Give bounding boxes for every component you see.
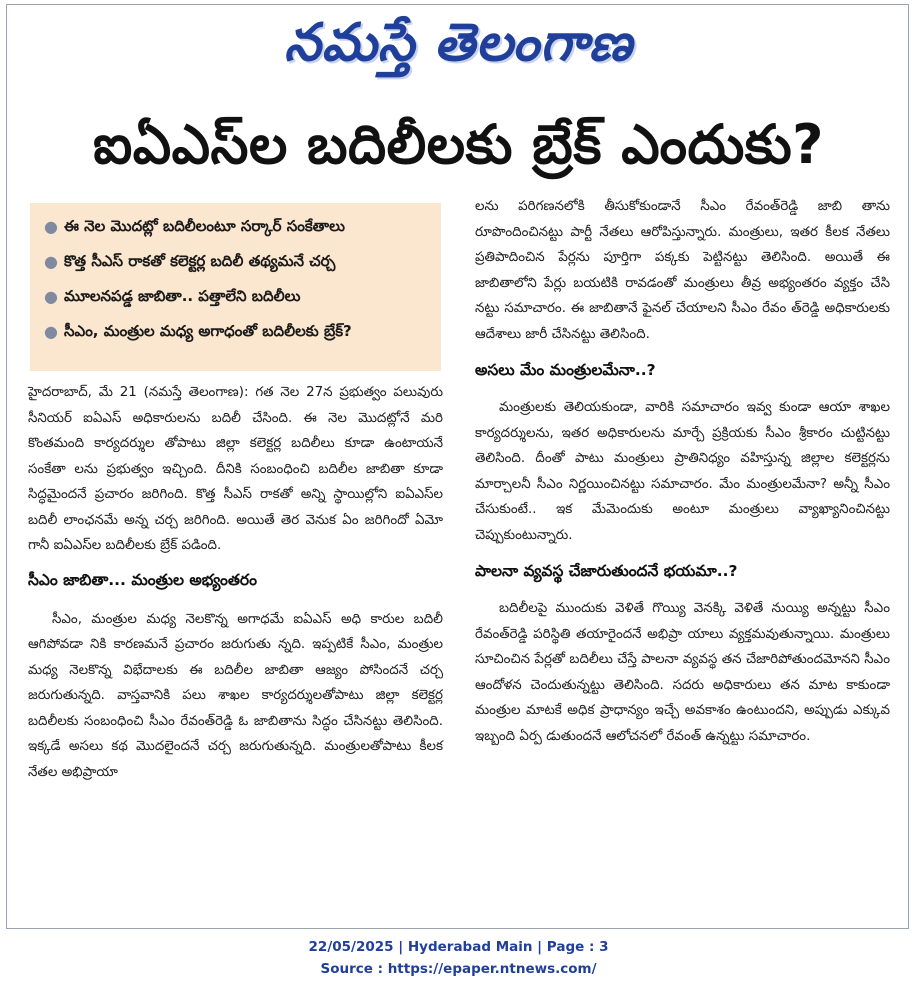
- highlight-text: మూలనపడ్డ జాబితా.. పత్తాలేని బదిలీలు: [64, 287, 301, 305]
- highlight-text: ఈ నెల మొదట్లో బదిలీలంటూ సర్కార్‌ సంకేతాలు: [64, 217, 345, 235]
- bullet-icon: ●: [44, 217, 58, 236]
- highlight-item: [44, 314, 431, 349]
- article-column-right: [475, 194, 890, 749]
- bullet-icon: ●: [44, 287, 58, 306]
- bullet-icon: ●: [44, 322, 58, 341]
- section-subheading: పాలనా వ్యవస్థ చేజారుతుందనే భయమా..?: [475, 562, 738, 580]
- page-footer: [0, 936, 917, 980]
- body-paragraph: సీఎం, మంత్రుల మధ్య నెలకొన్న అగాధమే ఐఏఎస్‌ అధి కారుల బదిలీ ఆగిపోవడా నికి కారణమనే ప్రచారం జరుగుతు న్నది. ఇప్పటికే సీఎం, మంత్రుల మధ్య నెలకొన్న విభేదాలకు ఈ బదిలీల జాబితా ఆజ్యం పోసిందనే చర్చ జరుగుతున్నది. వాస్తవానికి పలు శాఖల కార్యదర్శులతోపాటు జిల్లా కలెక్టర్ల బదిలీలకు సంబంధించి సీఎం రేవంత్‌రెడ్డి ఓ జాబితాను సిద్ధం చేసినట్టు తెలిసింది. ఇక్కడే అసలు కథ మొదలైందనే చర్చ జరుగుతున్నది. మంత్రులతోపాటు కీలక నేతల అభిప్రాయా: [28, 611, 443, 780]
- body-paragraph: హైదరాబాద్‌, మే 21 (నమస్తే తెలంగాణ): గత నెల 27న ప్రభుత్వం పలువురు సీనియర్‌ ఐఏఎస్‌ అధికారులను బదిలీ చేసింది. ఈ నెల మొదట్లోనే మరి కొంతమంది కార్యదర్శుల తోపాటు జిల్లా కలెక్టర్ల బదిలీలు కూడా ఉంటాయనే సంకేతా లను ప్రభుత్వం ఇచ్చింది. దీనికి సంబంధించి బదిలీల జాబితా కూడా సిద్ధమైందనే ప్రచారం జరిగింది. కొత్త సీఎస్‌ రాకతో అన్ని స్థాయిల్లోని ఐఏఎస్‌ల బదిలీ లాంఛనమే అన్న చర్చ జరిగింది. అయితే తెర వెనుక ఏం జరిగిందో ఏమో గానీ ఐఏఎస్‌ల బదిలీలకు బ్రేక్‌ పడింది.: [28, 385, 443, 553]
- highlight-item: [44, 244, 431, 279]
- body-paragraph: లను పరిగణనలోకి తీసుకోకుండానే సీఎం రేవంత్‌రెడ్డి జాబి తాను రూపొందించినట్టు పార్టీ నేతలు ఆరోపిస్తున్నారు. మంత్రులు, ఇతర కీలక నేతలు ప్రతిపాదించిన పేర్లను పూర్తిగా పక్కకు పెట్టినట్టు తెలిసింది. అయితే ఈ జాబితాలోని పేర్లు బయటికి రావడంతో మంత్రులు తీవ్ర అభ్యంతరం వ్యక్తం చేసి నట్టు సమాచారం. ఈ జాబితానే ఫైనల్‌ చేయాలని సీఎం రేవం త్‌రెడ్డి అధికారులకు ఆదేశాలు జారీ చేసినట్టు తెలిసింది.: [475, 199, 890, 342]
- highlight-text: కొత్త సీఎస్‌ రాకతో కలెక్టర్ల బదిలీ తథ్యమనే చర్చ: [64, 252, 336, 270]
- source-link[interactable]: Source : https://epaper.ntnews.com/: [320, 961, 597, 977]
- masthead-logo: నమస్తే తెలంగాణ: [284, 12, 633, 73]
- section-subheading: సీఎం జాబితా... మంత్రుల అభ్యంతరం: [28, 570, 257, 589]
- highlight-text: సీఎం, మంత్రుల మధ్య అగాధంతో బదిలీలకు బ్రేక్‌?: [64, 322, 352, 340]
- highlight-item: [44, 279, 431, 314]
- section-subheading: అసలు మేం మంత్రులమేనా..?: [475, 361, 656, 379]
- body-paragraph: బదిలీలపై ముందుకు వెళితే గొయ్యి వెనక్కి వెళితే నుయ్యి అన్నట్టు సీఎం రేవంత్‌రెడ్డి పరిస్థితి తయారైందనే అభిప్రా యాలు వ్యక్తమవుతున్నాయి. మంత్రులు సూచించిన పేర్లతో బదిలీలు చేస్తే పాలనా వ్యవస్థ తన చేజారిపోతుందమోనని సీఎం ఆందోళన చెందుతున్నట్టు తెలిసింది. సదరు అధికారులు తన మాట కాకుండా మంత్రుల మాటకే అధిక ప్రాధాన్యం ఇచ్చే అవకాశం ఉంటుందని, అప్పుడు ఎక్కువ ఇబ్బంది ఏర్ప డుతుందనే ఆలోచనలో రేవంత్‌ ఉన్నట్టు సమాచారం.: [475, 601, 890, 744]
- article-column-left: [28, 380, 443, 785]
- article-headline: ఐఏఎస్‌ల బదిలీలకు బ్రేక్‌ ఎందుకు?: [93, 113, 824, 176]
- highlights-list: [44, 209, 431, 349]
- edition-info: 22/05/2025 | Hyderabad Main | Page : 3: [308, 939, 609, 955]
- highlights-box: [30, 203, 441, 371]
- bullet-icon: ●: [44, 252, 58, 271]
- body-paragraph: మంత్రులకు తెలియకుండా, వారికి సమాచారం ఇవ్వ కుండా ఆయా శాఖల కార్యదర్శులను, ఇతర అధికారులను మార్చే ప్రక్రియకు సీఎం శ్రీకారం చుట్టినట్టు తెలిసింది. దీంతో పాటు మంత్రులు ప్రాతినిధ్యం వహిస్తున్న జిల్లాల కలెక్టర్లను మార్చాలనీ సీఎం నిర్ణయించినట్టు సమాచారం. మేం మంత్రులమేనా? అన్నీ సీఎం చేసుకుంటే.. ఇక మేమెందుకు అంటూ మంత్రులు వ్యాఖ్యానించినట్టు చెప్పుకుంటున్నారు.: [475, 400, 890, 543]
- highlight-item: [44, 209, 431, 244]
